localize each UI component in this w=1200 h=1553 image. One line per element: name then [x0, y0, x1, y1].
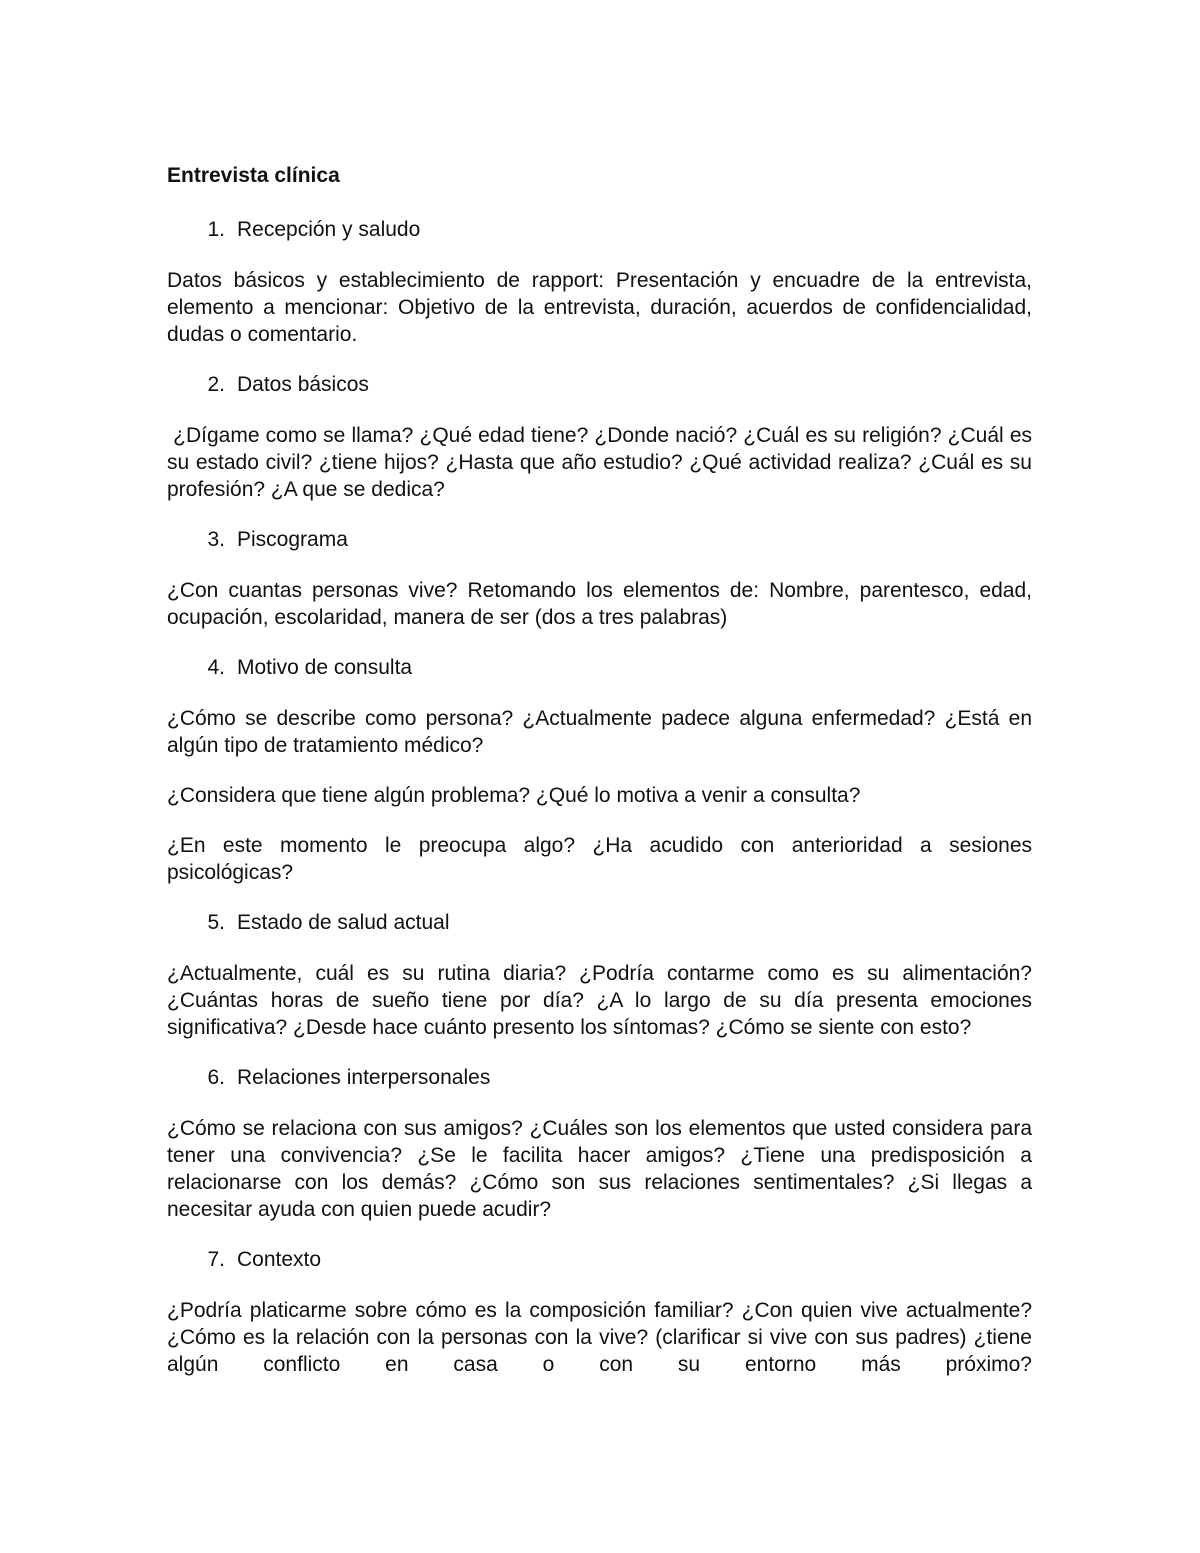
section-title: Recepción y saludo	[237, 218, 421, 241]
paragraph: ¿Cómo se describe como persona? ¿Actualmente padece alguna enfermedad? ¿Está en algún tipo de tratamiento médico?	[167, 707, 1032, 757]
section-title: Motivo de consulta	[237, 656, 413, 679]
paragraph: ¿Actualmente, cuál es su rutina diaria? ¿Podría contarme como es su alimentación? ¿Cuántas horas de sueño tiene por día? ¿A lo largo de su día presenta emociones significativa? ¿Desde hace cuánto presento los síntomas? ¿Cómo se siente con esto?	[167, 962, 1032, 1039]
paragraph: ¿En este momento le preocupa algo? ¿Ha acudido con anterioridad a sesiones psicológicas?	[167, 834, 1032, 884]
paragraph: Datos básicos y establecimiento de rapport: Presentación y encuadre de la entrevista, elemento a mencionar: Objetivo de la entrevista, duración, acuerdos de confidencialidad, dudas o comentario.	[167, 269, 1032, 346]
section-number: 6.	[207, 1066, 225, 1089]
section-number: 2.	[207, 373, 225, 396]
section-heading-4	[167, 654, 1032, 682]
section-number: 1.	[207, 218, 225, 241]
section-title: Datos básicos	[237, 373, 369, 396]
paragraph: ¿Podría platicarme sobre cómo es la composición familiar? ¿Con quien vive actualmente? ¿Cómo es la relación con la personas con la vive? (clarificar si vive con sus padres) ¿tiene algún conflicto en casa o con su entorno más próximo?	[167, 1299, 1032, 1376]
section-title: Estado de salud actual	[237, 911, 450, 934]
paragraph: ¿Considera que tiene algún problema? ¿Qué lo motiva a venir a consulta?	[167, 784, 861, 807]
section-title: Piscograma	[237, 528, 348, 551]
section-heading-1	[167, 216, 1032, 244]
section-heading-7	[167, 1246, 1032, 1274]
paragraph: ¿Cómo se relaciona con sus amigos? ¿Cuáles son los elementos que usted considera para tener una convivencia? ¿Se le facilita hacer amigos? ¿Tiene una predisposición a relacionarse con los demás? ¿Cómo son sus relaciones sentimentales? ¿Si llegas a necesitar ayuda con quien puede acudir?	[167, 1117, 1032, 1221]
section-title: Relaciones interpersonales	[237, 1066, 491, 1089]
paragraph: ¿Con cuantas personas vive? Retomando los elementos de: Nombre, parentesco, edad, ocupación, escolaridad, manera de ser (dos a tres palabras)	[167, 579, 1032, 629]
section-heading-2	[167, 371, 1032, 399]
document-title: Entrevista clínica	[167, 164, 340, 187]
section-number: 4.	[207, 656, 225, 679]
section-heading-3	[167, 526, 1032, 554]
section-heading-6	[167, 1064, 1032, 1092]
document-page	[167, 162, 1038, 1401]
section-number: 5.	[207, 911, 225, 934]
section-title: Contexto	[237, 1248, 322, 1271]
paragraph: ¿Dígame como se llama? ¿Qué edad tiene? ¿Donde nació? ¿Cuál es su religión? ¿Cuál es su estado civil? ¿tiene hijos? ¿Hasta que año estudio? ¿Qué actividad realiza? ¿Cuál es su profesión? ¿A que se dedica?	[167, 424, 1038, 501]
section-number: 3.	[207, 528, 225, 551]
section-number: 7.	[207, 1248, 225, 1271]
section-heading-5	[167, 909, 1032, 937]
